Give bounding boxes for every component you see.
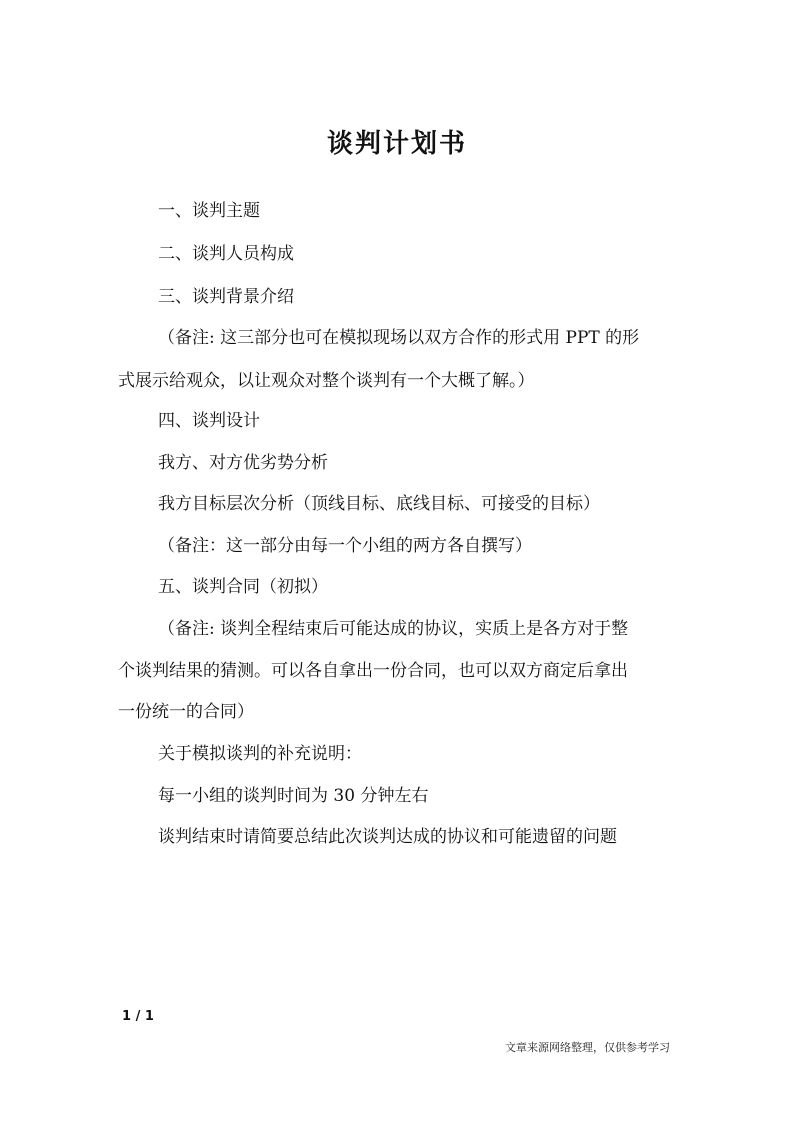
- body-line-goals: 我方目标层次分析（顶线目标、底线目标、可接受的目标）: [158, 494, 600, 514]
- supplement-line-summary: 谈判结束时请简要总结此次谈判达成的协议和可能遗留的问题: [158, 827, 617, 847]
- section-heading-design: 四、谈判设计: [158, 411, 260, 431]
- note-paragraph-line-2: 式展示给观众，以让观众对整个谈判有一个大概了解。）: [118, 371, 535, 391]
- supplement-heading: 关于模拟谈判的补充说明：: [158, 744, 362, 764]
- contract-note-line-2: 个谈判结果的猜测。可以各自拿出一份合同，也可以双方商定后拿出: [118, 661, 628, 681]
- section-heading-background: 三、谈判背景介绍: [158, 287, 294, 307]
- section-heading-contract: 五、谈判合同（初拟）: [158, 577, 328, 597]
- supplement-line-time: 每一小组的谈判时间为 30 分钟左右: [158, 786, 429, 806]
- page-number: 1 / 1: [122, 1009, 154, 1024]
- contract-note-line-1: （备注: 谈判全程结束后可能达成的协议，实质上是各方对于整: [158, 619, 629, 639]
- footer-note: 文章来源网络整理，仅供参考学习: [505, 1041, 670, 1054]
- body-line-swot: 我方、对方优劣势分析: [158, 453, 328, 473]
- document-title: 谈判计划书: [326, 129, 467, 159]
- section-heading-personnel: 二、谈判人员构成: [158, 244, 294, 264]
- note-line-groups: （备注：这一部分由每一个小组的两方各自撰写）: [158, 536, 532, 556]
- section-heading-topic: 一、谈判主题: [158, 201, 260, 221]
- contract-note-line-3: 一份统一的合同）: [118, 702, 254, 722]
- note-paragraph-line-1: （备注: 这三部分也可在模拟现场以双方合作的形式用 PPT 的形: [158, 328, 640, 348]
